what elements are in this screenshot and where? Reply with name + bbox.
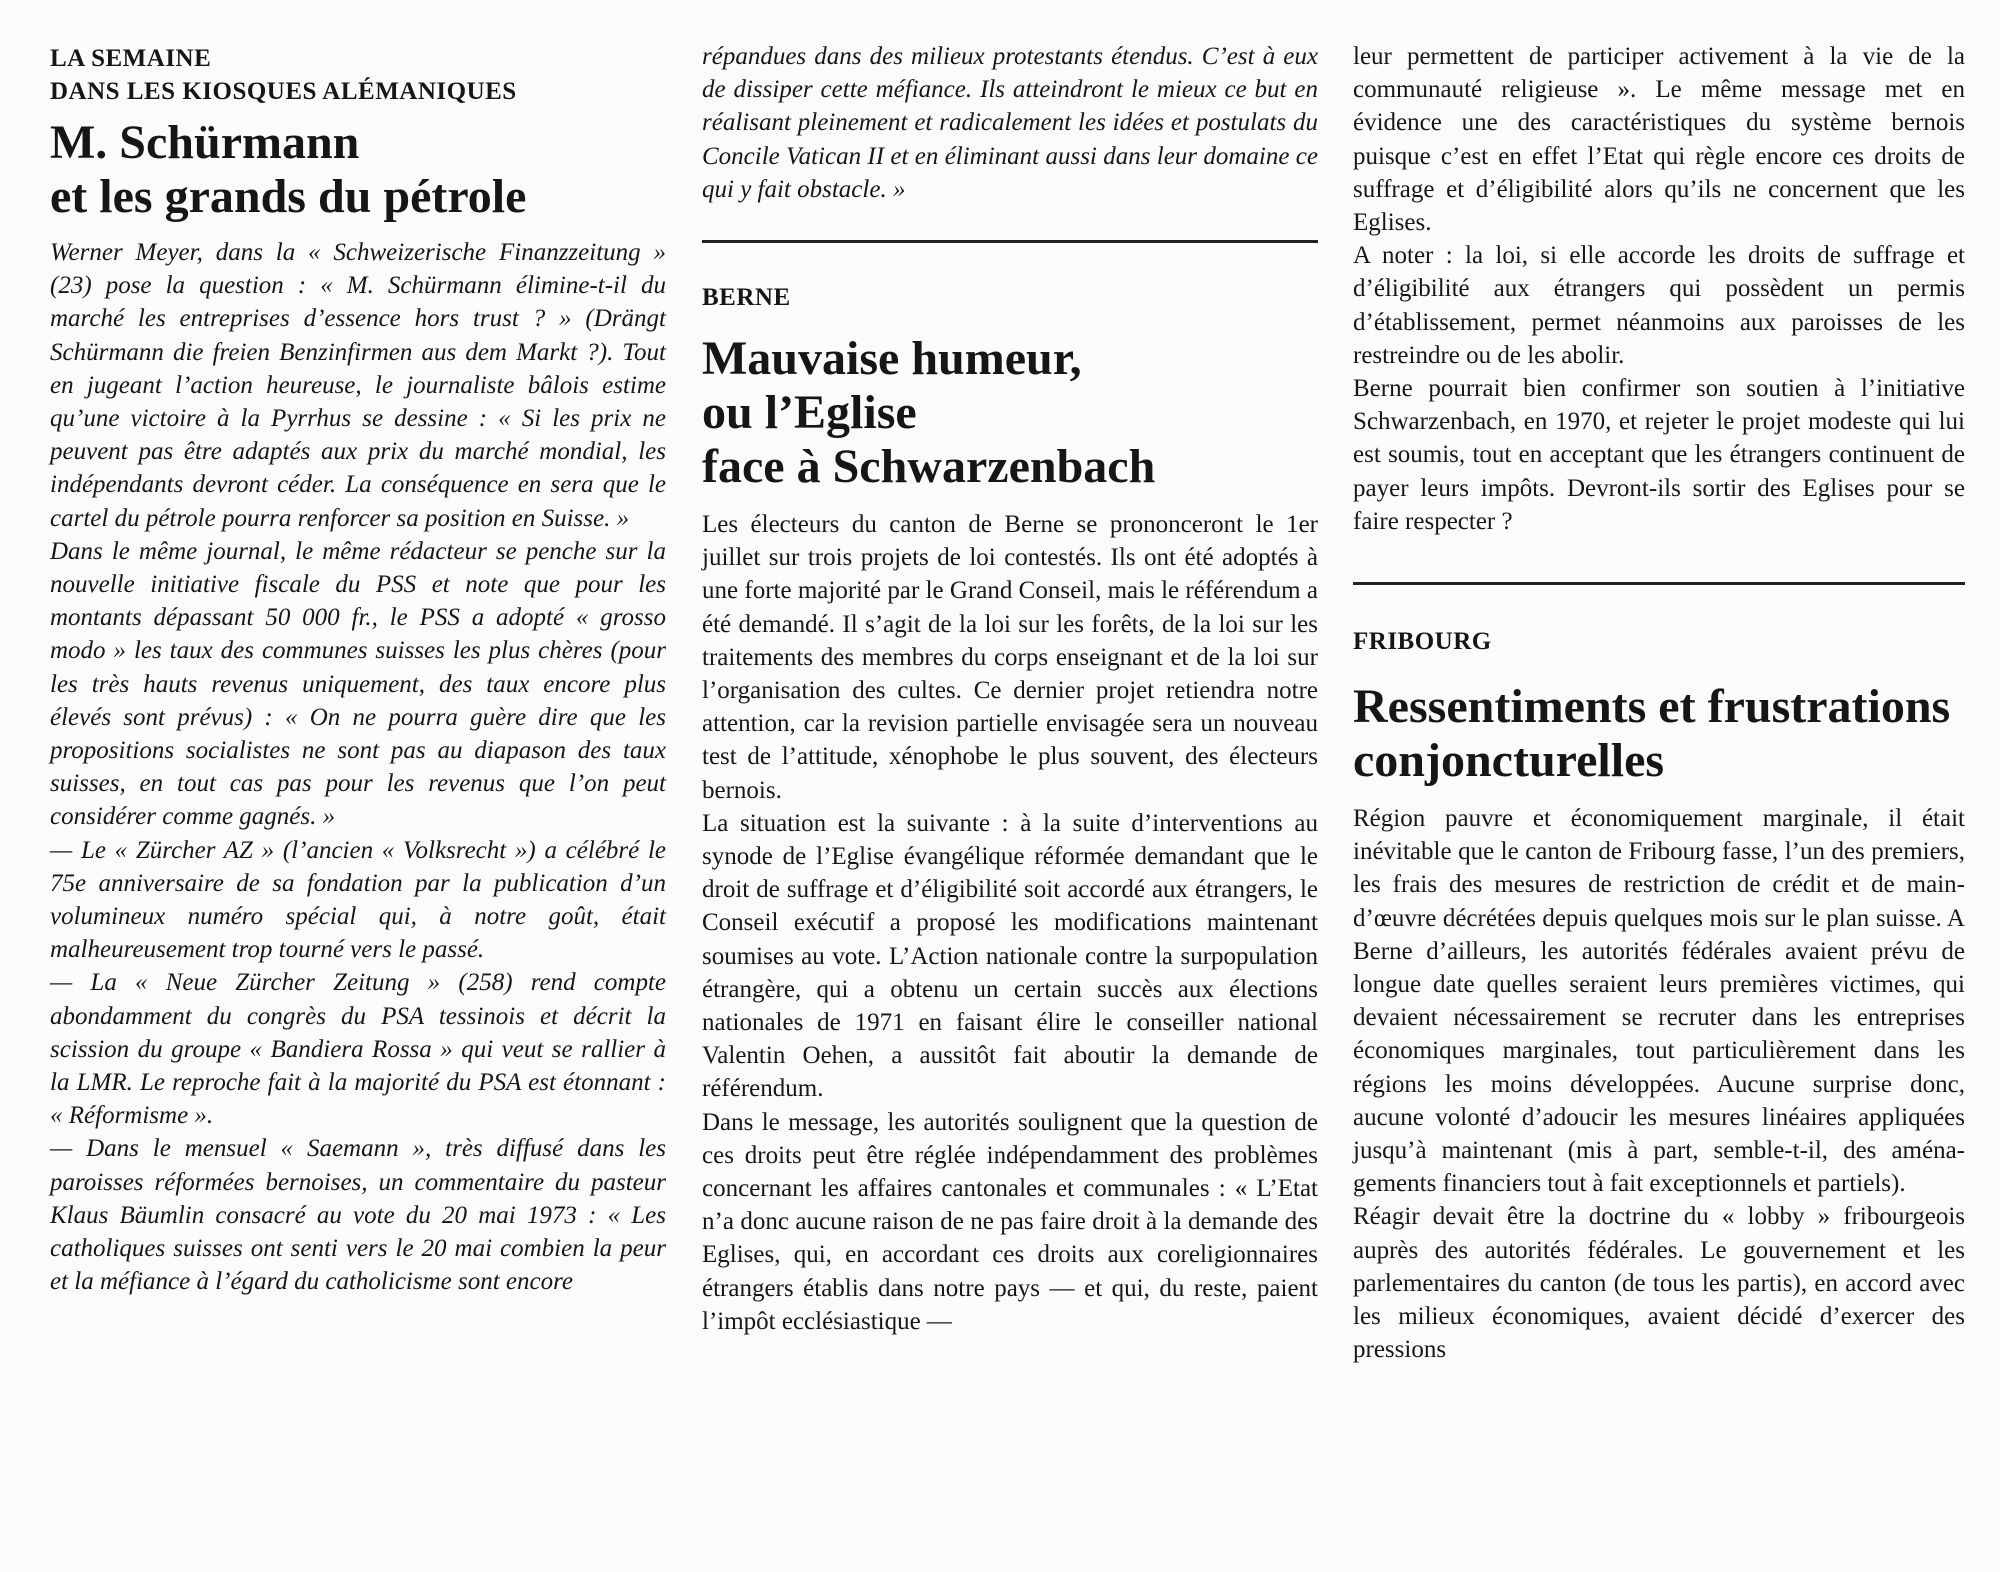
headline-line: Ressentiments et frustrations	[1353, 680, 1951, 734]
section-divider	[702, 240, 1318, 243]
article-headline	[50, 116, 666, 224]
section-kicker: BERNE	[702, 284, 791, 312]
section-divider	[1353, 582, 1965, 585]
article-paragraph: Werner Meyer, dans la « Schweizerische Finanzzeitung » (23) pose la question : « M. Schürmann élimine-t-il du marché les entreprises d’essence hors trust ? » (Drängt Schürmann die freien Benzinfirmen aus dem Markt ?). Tout en jugeant l’action heureuse, le journaliste bâlois estime qu’une victoire à la Pyrrhus se dessine : « Si les prix ne peuvent pas être adaptés aux prix du marché mondial, les indépendants devront céder. La conséquence en sera que le cartel du pétrole pourra renforcer sa position en Suisse. »	[50, 239, 666, 532]
article-headline	[1353, 680, 1965, 788]
headline-line: conjoncturelles	[1353, 734, 1665, 788]
article-paragraph: La situation est la suivante : à la suite d’interventions au synode de l’Eglise évangélique réformée demandant que le droit de suffrage et d’éligibilité soit accordé aux étrangers, le Conseil exécutif a proposé les modifications maintenant soumises au vote. L’Action nationale contre la surpopulation étrangère, qui a obtenu un certain succès aux élections nationales de 1971 en faisant élire le conseiller national Valentin Oehen, a aussitôt fait aboutir la demande de référendum.	[702, 809, 1318, 1103]
section-kicker: FRIBOURG	[1353, 628, 1492, 656]
column-middle	[702, 40, 1318, 1338]
article-paragraph: — Le « Zürcher AZ » (l’ancien « Volksrecht ») a célébré le 75e anniversaire de sa fondation par la publication d’un volumineux numéro spécial qui, à notre goût, était malheureusement trop tourné vers le passé.	[50, 836, 666, 964]
kicker-line: DANS LES KIOSQUES ALÉMANIQUES	[50, 78, 517, 105]
kicker-line: LA SEMAINE	[50, 45, 212, 72]
article-paragraph: Dans le même journal, le même rédacteur se penche sur la nouvelle initiative fiscale du PSS et note que pour les montants dépassant 50 000 fr., le PSS a adopté « grosso modo » les taux des communes suisses les plus chères (pour les très hauts revenus uniquement, des taux encore plus élevés sont prévus) : « On ne pourra guère dire que les propositions socialistes ne sont pas au diapason des taux suisses, en tout cas pas pour les revenus que l’on peut considérer comme gagnés. »	[50, 537, 666, 831]
article-paragraph-continued: répandues dans des milieux protestants étendus. C’est à eux de dissiper cette méfiance. Ils atteindront le mieux ce but en réalisant pleinement et radicalement les idées et postulats du Concile Vatican II et en éliminant aussi dans leur domaine ce qui y fait obstacle. »	[702, 43, 1318, 203]
article-paragraph: — Dans le mensuel « Saemann », très diffusé dans les paroisses réformées bernoises, un commentaire du pasteur Klaus Bäumlin consacré au vote du 20 mai 1973 : « Les catholiques suisses ont senti vers le 20 mai combien la peur et la méfiance à l’égard du catholicisme sont encore	[50, 1135, 666, 1296]
article-paragraph: — La « Neue Zürcher Zeitung » (258) rend compte abondamment du congrès du PSA tessinois et décrit la scission du groupe « Bandiera Rossa » qui veut se rallier à la LMR. Le reproche fait à la majorité du PSA est étonnant : « Réformisme ».	[50, 969, 666, 1130]
headline-line: et les grands du pétrole	[50, 170, 527, 223]
headline-line: Mauvaise humeur,	[702, 332, 1082, 386]
article-paragraph: Les électeurs du canton de Berne se prononceront le 1er juillet sur trois projets de loi contestés. Ils ont été adoptés à une forte majorité par le Grand Conseil, mais le référendum a été demandé. Il s’agit de la loi sur les forêts, de la loi sur les traitements des membres du corps enseignant et de la loi sur l’organisation des cultes. Ce dernier projet retiendra notre attention, car la revision partielle envisagée sera un nouveau test de l’attitude, xénophobe le plus souvent, des électeurs bernois.	[702, 511, 1318, 804]
article-paragraph: Dans le message, les autorités soulignent que la question de ces droits peut être réglée indépendamment des problèmes concernant les affaires cantonales et communales : « L’Etat n’a donc aucune raison de ne pas faire droit à la demande des Eglises, qui, en accordant ces droits aux coreligionnaires étrangers établis dans notre pays — et qui, du reste, paient l’impôt ecclésiastique —	[702, 1108, 1318, 1335]
article-paragraph: Berne pourrait bien confirmer son soutien à l’initiative Schwarzenbach, en 1970, et rejeter le projet modeste qui lui est soumis, tout en acceptant que les étrangers continuent de payer leurs impôts. Devront-ils sortir des Eglises pour se faire respecter ?	[1353, 375, 1965, 535]
column-left	[50, 40, 666, 1299]
section-kicker	[50, 42, 666, 108]
column-right	[1353, 40, 1965, 1367]
article-paragraph: A noter : la loi, si elle accorde les droits de suffrage et d’éligibilité aux étrangers qui possèdent un permis d’établissement, permet néanmoins aux paroisses de les restreindre ou de les abolir.	[1353, 242, 1965, 369]
headline-line: M. Schürmann	[50, 116, 360, 169]
article-paragraph: Réagir devait être la doctrine du « lobby » fribourgeois auprès des autorités fédérales. Le gouvernement et les parlementaires du canton (de tous les partis), en accord avec les milieux économiques, avaient décidé d’exercer des pressions	[1353, 1203, 1965, 1364]
article-paragraph-continued: leur permettent de participer activement à la vie de la communauté religieuse ». Le même message met en évidence une des caractéristiques du système bernois puisque c’est en effet l’Etat qui règle encore ces droits de suffrage et d’éligibilité alors qu’ils ne concernent que les Eglises.	[1353, 43, 1965, 237]
headline-line: ou l’Eglise	[702, 386, 917, 440]
article-paragraph: Région pauvre et économiquement marginale, il était inévitable que le canton de Fribourg fasse, l’un des premiers, les frais des mesures de restriction de crédit et de main-d’œuvre décrétées depuis quelques mois sur le plan suisse. A Berne d’ailleurs, les autorités fédérales avaient prévu de longue date quelles seraient leurs premières victimes, qui devaient nécessairement se recruter dans les entreprises économiques marginales, tout particulièrement dans les régions les moins développées. Aucune surprise donc, aucune volonté d’adoucir les mesures linéaires appliquées jusqu’à maintenant (mis à part, semble-t-il, des aménagements financiers tout à fait exceptionnels et partiels).	[1353, 805, 1965, 1198]
headline-line: face à Schwarzenbach	[702, 440, 1156, 494]
article-headline	[702, 332, 1318, 494]
